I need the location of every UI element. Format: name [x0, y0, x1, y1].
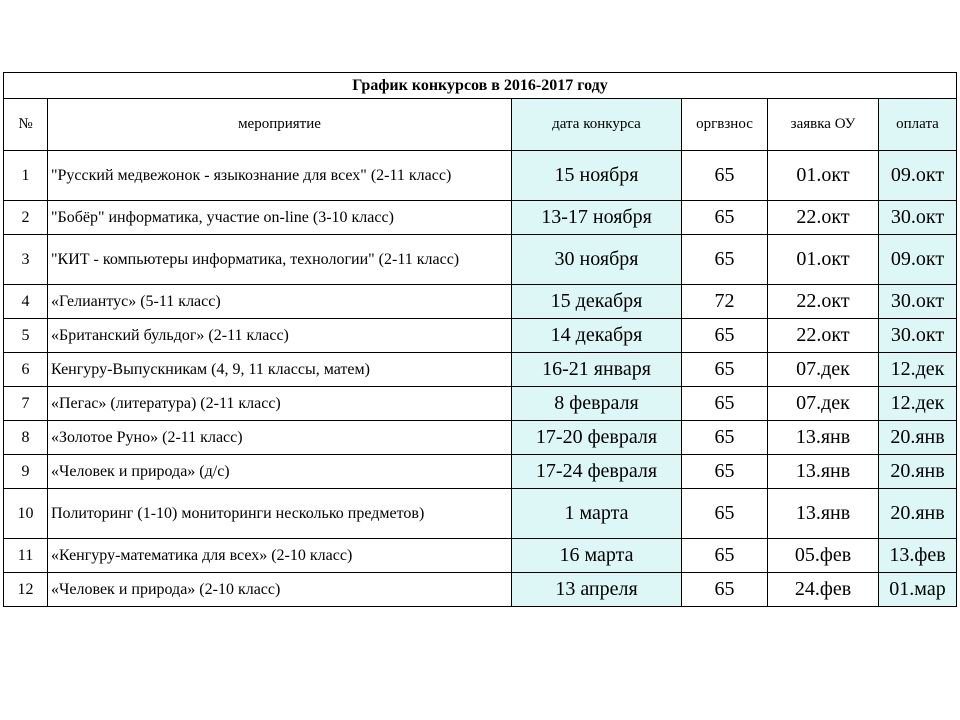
row-date: 15 декабря	[512, 285, 682, 319]
row-fee: 72	[682, 285, 768, 319]
table-row	[4, 235, 957, 285]
row-event: «Человек и природа» (д/с)	[48, 455, 512, 489]
table-row	[4, 539, 957, 573]
row-fee: 65	[682, 573, 768, 607]
row-num: 8	[4, 421, 48, 455]
row-application: 13.янв	[768, 421, 879, 455]
table-row	[4, 573, 957, 607]
row-application: 07.дек	[768, 387, 879, 421]
row-date: 15 ноября	[512, 151, 682, 201]
row-payment: 30.окт	[879, 319, 957, 353]
row-payment: 12.дек	[879, 353, 957, 387]
row-date: 16 марта	[512, 539, 682, 573]
schedule-table	[3, 72, 957, 607]
row-fee: 65	[682, 201, 768, 235]
row-event: Политоринг (1-10) мониторинги несколько предметов)	[48, 489, 512, 539]
row-date: 1 марта	[512, 489, 682, 539]
row-num: 1	[4, 151, 48, 201]
row-num: 7	[4, 387, 48, 421]
row-num: 3	[4, 235, 48, 285]
row-event: «Золотое Руно» (2-11 класс)	[48, 421, 512, 455]
row-fee: 65	[682, 489, 768, 539]
row-application: 05.фев	[768, 539, 879, 573]
table-row	[4, 285, 957, 319]
row-num: 5	[4, 319, 48, 353]
row-num: 9	[4, 455, 48, 489]
row-event: «Человек и природа» (2-10 класс)	[48, 573, 512, 607]
row-payment: 12.дек	[879, 387, 957, 421]
row-date: 13-17 ноября	[512, 201, 682, 235]
row-fee: 65	[682, 235, 768, 285]
row-event: Кенгуру-Выпускникам (4, 9, 11 классы, матем)	[48, 353, 512, 387]
row-fee: 65	[682, 455, 768, 489]
row-num: 10	[4, 489, 48, 539]
row-event: "КИТ - компьютеры информатика, технологии" (2-11 класс)	[48, 235, 512, 285]
table-row	[4, 421, 957, 455]
row-application: 22.окт	[768, 201, 879, 235]
header-row	[4, 99, 957, 151]
row-payment: 01.мар	[879, 573, 957, 607]
row-application: 22.окт	[768, 285, 879, 319]
row-date: 17-20 февраля	[512, 421, 682, 455]
row-payment: 20.янв	[879, 421, 957, 455]
row-event: «Пегас» (литература) (2-11 класс)	[48, 387, 512, 421]
row-application: 01.окт	[768, 235, 879, 285]
row-event: "Русский медвежонок - языкознание для всех" (2-11 класс)	[48, 151, 512, 201]
row-event: «Кенгуру-математика для всех» (2-10 класс)	[48, 539, 512, 573]
table-row	[4, 353, 957, 387]
row-payment: 30.окт	[879, 285, 957, 319]
table-row	[4, 201, 957, 235]
row-payment: 09.окт	[879, 151, 957, 201]
row-fee: 65	[682, 319, 768, 353]
row-application: 01.окт	[768, 151, 879, 201]
table-row	[4, 455, 957, 489]
row-num: 2	[4, 201, 48, 235]
table-row	[4, 489, 957, 539]
row-application: 13.янв	[768, 489, 879, 539]
row-fee: 65	[682, 421, 768, 455]
row-payment: 13.фев	[879, 539, 957, 573]
row-date: 17-24 февраля	[512, 455, 682, 489]
table-row	[4, 387, 957, 421]
row-event: «Британский бульдог» (2-11 класс)	[48, 319, 512, 353]
row-payment: 20.янв	[879, 455, 957, 489]
row-num: 4	[4, 285, 48, 319]
row-fee: 65	[682, 387, 768, 421]
row-payment: 30.окт	[879, 201, 957, 235]
row-application: 22.окт	[768, 319, 879, 353]
row-date: 13 апреля	[512, 573, 682, 607]
header-num: №	[4, 99, 48, 151]
row-application: 13.янв	[768, 455, 879, 489]
row-fee: 65	[682, 353, 768, 387]
row-date: 14 декабря	[512, 319, 682, 353]
row-fee: 65	[682, 539, 768, 573]
header-application: заявка ОУ	[768, 99, 879, 151]
row-payment: 09.окт	[879, 235, 957, 285]
row-event: «Гелиантус» (5-11 класс)	[48, 285, 512, 319]
row-application: 24.фев	[768, 573, 879, 607]
table-row	[4, 151, 957, 201]
header-payment: оплата	[879, 99, 957, 151]
title-row	[4, 73, 957, 99]
header-fee: оргвзнос	[682, 99, 768, 151]
row-payment: 20.янв	[879, 489, 957, 539]
row-date: 8 февраля	[512, 387, 682, 421]
row-num: 12	[4, 573, 48, 607]
row-date: 16-21 января	[512, 353, 682, 387]
header-date: дата конкурса	[512, 99, 682, 151]
table-title: График конкурсов в 2016-2017 году	[4, 73, 957, 99]
row-num: 11	[4, 539, 48, 573]
row-num: 6	[4, 353, 48, 387]
row-event: "Бобёр" информатика, участие on-line (3-10 класс)	[48, 201, 512, 235]
header-event: мероприятие	[48, 99, 512, 151]
row-fee: 65	[682, 151, 768, 201]
table-row	[4, 319, 957, 353]
row-application: 07.дек	[768, 353, 879, 387]
row-date: 30 ноября	[512, 235, 682, 285]
